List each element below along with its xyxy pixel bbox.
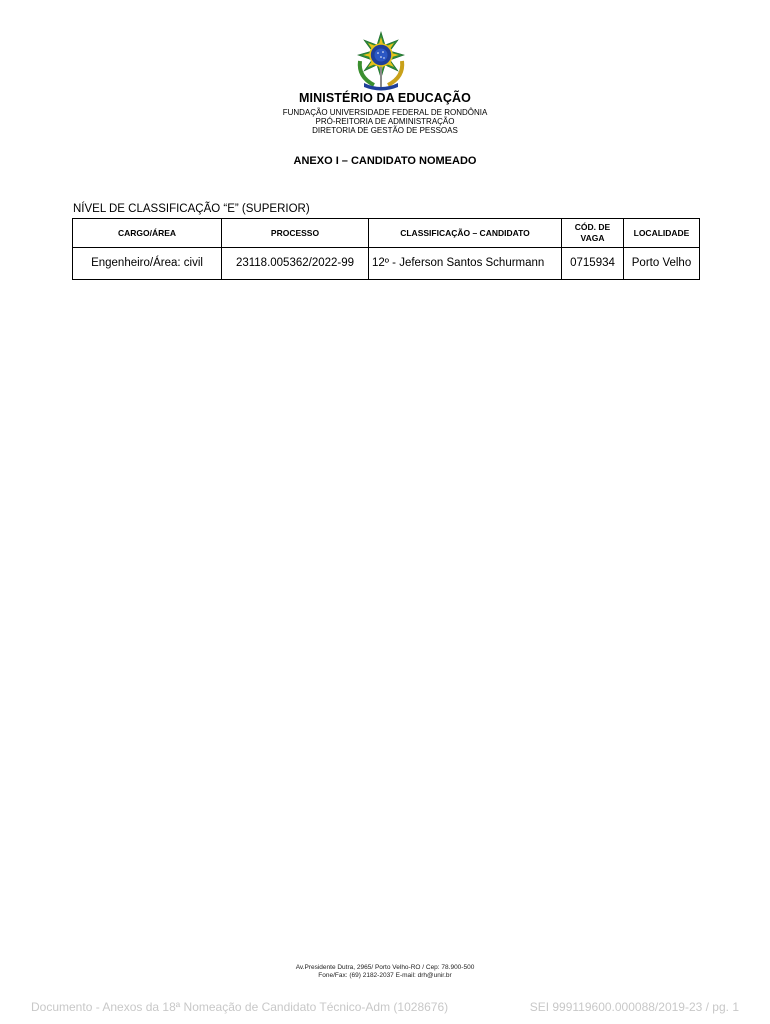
footer-address: Av.Presidente Dutra, 2965/ Porto Velho-RO / Cep: 78.900-500 bbox=[295, 964, 475, 971]
column-header-codigo-vaga: CÓD. DE VAGA bbox=[562, 219, 624, 248]
document-footer-page: SEI 999119600.000088/2019-23 / pg. 1 bbox=[529, 1000, 739, 1014]
cell-processo: 23118.005362/2022-99 bbox=[222, 248, 369, 280]
column-header-classificacao: CLASSIFICAÇÃO – CANDIDATO bbox=[369, 219, 562, 248]
annex-title: ANEXO I – CANDIDATO NOMEADO bbox=[293, 155, 477, 167]
ministry-title: MINISTÉRIO DA EDUCAÇÃO bbox=[299, 91, 471, 105]
footer-contact: Fone/Fax: (69) 2182-2037 E-mail: drh@unir.br bbox=[318, 972, 452, 979]
classification-level: NÍVEL DE CLASSIFICAÇÃO “E” (SUPERIOR) bbox=[73, 203, 310, 215]
cell-cargo: Engenheiro/Área: civil bbox=[73, 248, 222, 280]
table-row bbox=[73, 248, 700, 280]
nominated-candidate-table bbox=[72, 218, 700, 280]
column-header-localidade: LOCALIDADE bbox=[624, 219, 700, 248]
document-footer-title: Documento - Anexos da 18ª Nomeação de Candidato Técnico-Adm (1028676) bbox=[31, 1000, 449, 1014]
cell-candidato: 12º - Jeferson Santos Schurmann bbox=[369, 248, 562, 280]
cell-codigo-vaga: 0715934 bbox=[562, 248, 624, 280]
pro-rectory-name: PRÓ-REITORIA DE ADMINISTRAÇÃO bbox=[315, 117, 455, 126]
table-header-row bbox=[73, 219, 700, 248]
column-header-processo: PROCESSO bbox=[222, 219, 369, 248]
brazil-coat-of-arms-icon bbox=[352, 31, 410, 91]
cell-localidade: Porto Velho bbox=[624, 248, 700, 280]
foundation-name: FUNDAÇÃO UNIVERSIDADE FEDERAL DE RONDÔNIA bbox=[282, 108, 488, 117]
column-header-cargo: CARGO/ÁREA bbox=[73, 219, 222, 248]
directorate-name: DIRETORIA DE GESTÃO DE PESSOAS bbox=[312, 126, 458, 135]
